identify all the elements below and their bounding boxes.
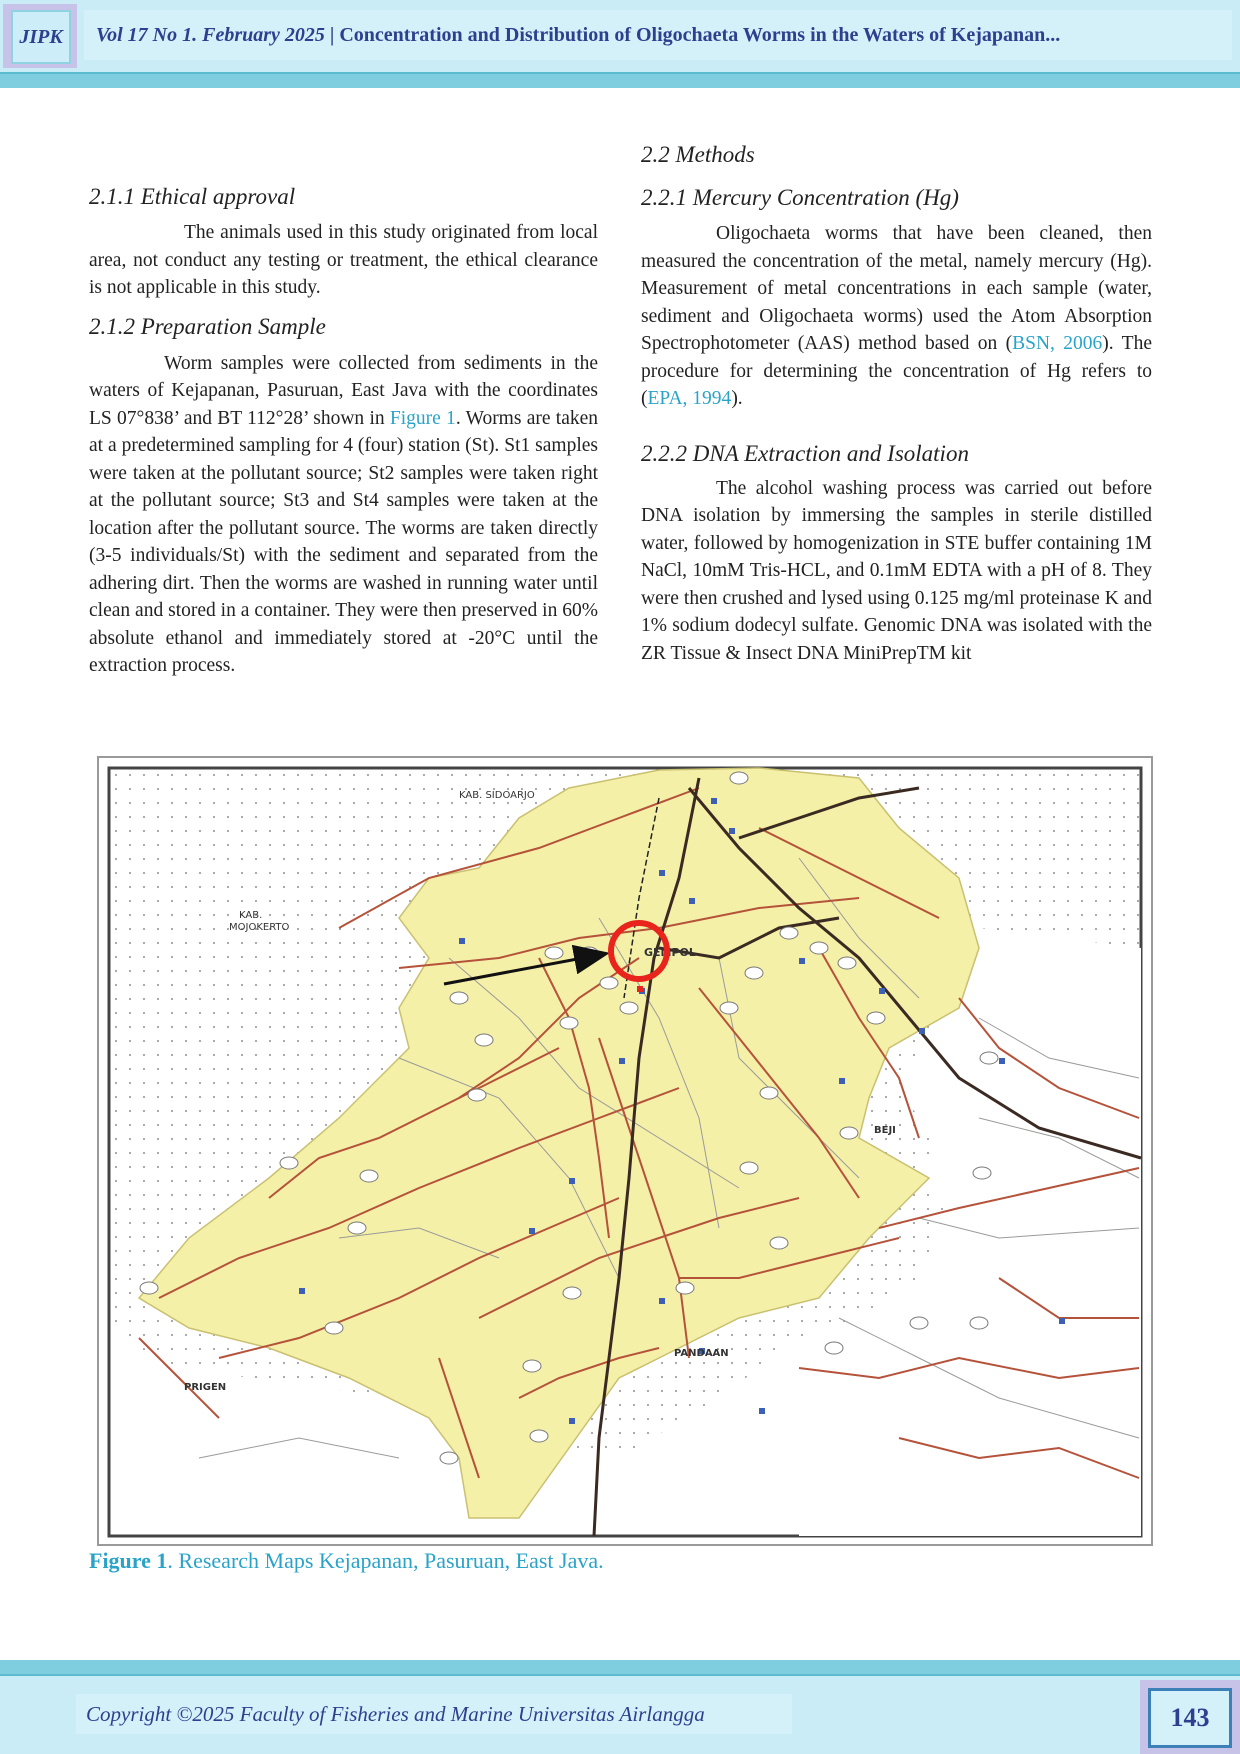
figure-caption [89,1548,604,1574]
header-band [0,72,1240,88]
title-separator: | [324,23,340,46]
paragraph-mercury-c: ). [731,388,743,409]
left-column [89,140,598,680]
page-number: 143 [1148,1688,1232,1748]
label-pandaan: PANDAAN [674,1348,729,1359]
caption-text: . Research Maps Kejapanan, Pasuruan, East Java. [167,1548,604,1573]
journal-logo [3,4,77,68]
footer-band [0,1660,1240,1676]
epa-1994-link[interactable]: EPA, 1994 [647,388,732,409]
figure-1-link[interactable]: Figure 1 [389,407,456,429]
journal-abbr: JIPK [11,10,71,64]
label-mojokerto-1: KAB. [239,910,263,921]
heading-preparation-sample: 2.1.2 Preparation Sample [89,313,326,339]
research-map-figure [97,756,1153,1546]
bsn-2006-link[interactable]: BSN, 2006 [1012,333,1103,354]
label-mojokerto-2: MOJOKERTO [229,922,290,933]
heading-methods: 2.2 Methods [641,142,755,167]
paragraph-preparation [89,350,598,680]
running-title [84,10,1232,60]
label-sidoarjo: KAB. SIDOARJO [459,790,535,801]
paragraph-ethical: The animals used in this study originated from local area, not conduct any testing or treatment, the ethical clearance is not applicable in this study. [89,222,598,298]
heading-mercury: 2.2.1 Mercury Concentration (Hg) [641,185,959,210]
label-gempol: GEMPOL [644,946,696,959]
heading-dna: 2.2.2 DNA Extraction and Isolation [641,440,969,466]
volume-info: Vol 17 No 1. February 2025 [96,23,325,46]
label-beji: BEJI [874,1125,896,1136]
paragraph-preparation-a: Worm samples were collected from sediments in the waters of Kejapanan, Pasuruan, East Java with the coordinates LS 07°838’ and BT 112°28’ shown in [89,352,598,429]
paragraph-mercury-a: Oligochaeta worms that have been cleaned, then measured the concentration of the metal, namely mercury (Hg). Measurement of metal concentrations in each sample (water, sediment and Oligochaeta worms) used the Atom Absorption Spectrophotometer (AAS) method based on ( [641,223,1152,354]
paragraph-dna: The alcohol washing process was carried out before DNA isolation by immersing the samples in sterile distilled water, followed by homogenization in STE buffer containing 1M NaCl, 10mM Tris-HCL, and 0.1mM EDTA with a pH of 8. They were then crushed and lysed using 0.125 mg/ml proteinase K and 1% sodium dodecyl sulfate. Genomic DNA was isolated with the ZR Tissue & Insect DNA MiniPrepTM kit [641,477,1152,664]
article-title: Concentration and Distribution of Oligochaeta Worms in the Waters of Kejapanan... [339,23,1061,46]
caption-label: Figure 1 [89,1548,168,1573]
research-map [99,758,1151,1544]
heading-ethical-approval: 2.1.1 Ethical approval [89,184,296,209]
right-column [641,140,1152,667]
copyright-notice: Copyright ©2025 Faculty of Fisheries and Marine Universitas Airlangga [76,1694,792,1734]
paragraph-mercury-b: ). The procedure for determining the concentration of Hg refers to ( [641,333,1152,409]
paragraph-preparation-b: . Worms are taken at a predetermined sampling for 4 (four) station (St). St1 samples were taken at the pollutant source; St2 samples were taken right at the pollutant source; St3 and St4 samples were taken at the location after the pollutant source. The worms are taken directly (3-5 individuals/St) with the sediment and separated from the adhering dirt. Then the worms are washed in running water until clean and stored in a container. They were then preserved in 60% absolute ethanol and immediately stored at -20°C until the extraction process. [89,407,598,676]
page-number-box [1140,1680,1240,1754]
label-prigen: PRIGEN [184,1382,227,1393]
paragraph-mercury [641,220,1152,413]
